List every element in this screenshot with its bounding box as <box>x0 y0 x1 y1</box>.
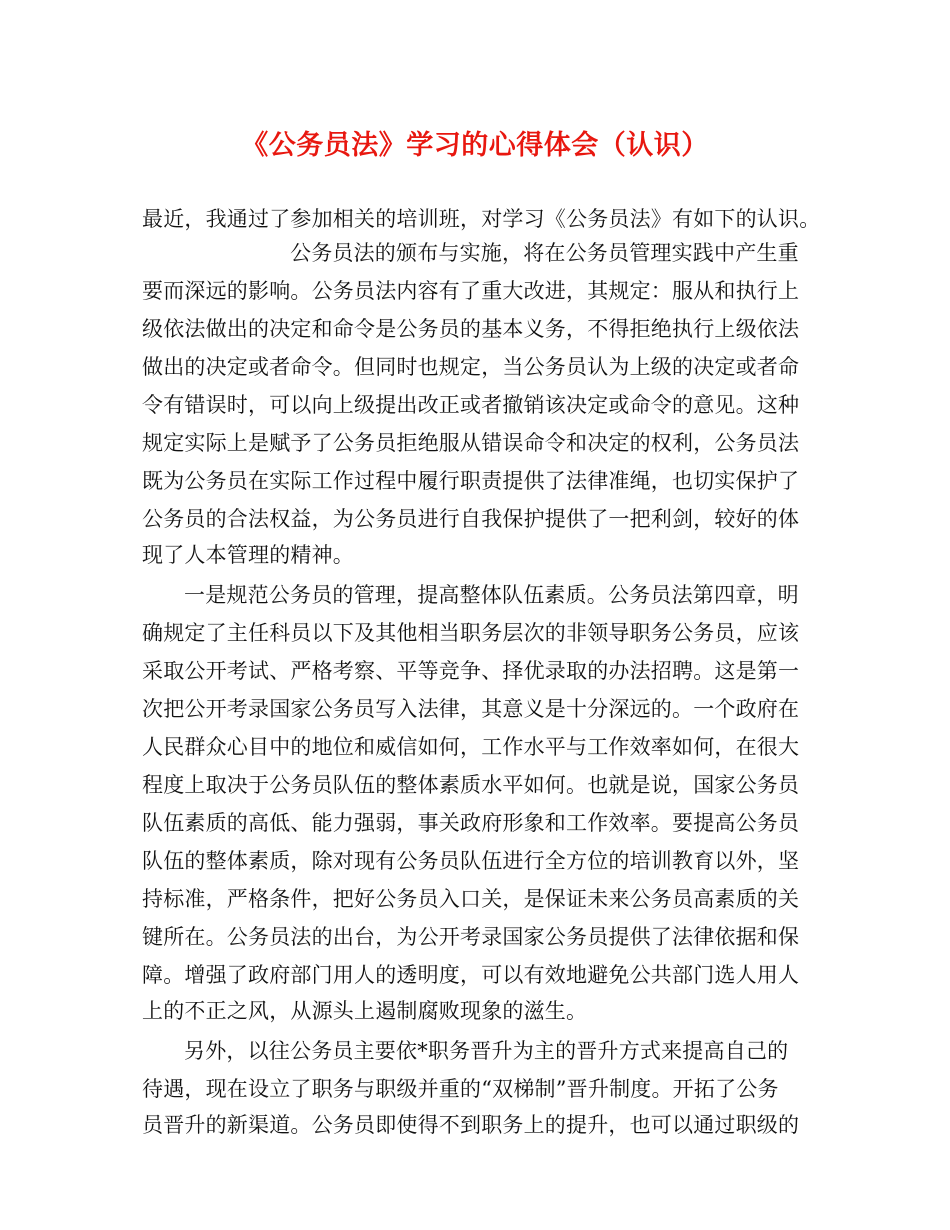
body-line: 一是规范公务员的管理，提高整体队伍素质。公务员法第四章，明 <box>184 583 799 607</box>
body-line: 员晋升的新渠道。公务员即使得不到职务上的提升，也可以通过职级的 <box>142 1113 800 1137</box>
body-line: 公务员法的颁布与实施，将在公务员管理实践中产生重 <box>290 241 799 265</box>
body-line: 障。增强了政府部门用人的透明度，可以有效地避免公共部门选人用人 <box>142 963 800 987</box>
body-line: 队伍素质的高低、能力强弱，事关政府形象和工作效率。要提高公务员 <box>142 811 800 835</box>
body-line: 令有错误时，可以向上级提出改正或者撤销该决定或命令的意见。这种 <box>142 393 800 417</box>
body-line: 上的不正之风，从源头上遏制腐败现象的滋生。 <box>142 999 588 1023</box>
body-line: 现了人本管理的精神。 <box>142 543 354 567</box>
body-line: 程度上取决于公务员队伍的整体素质水平如何。也就是说，国家公务员 <box>142 773 800 797</box>
body-line: 要而深远的影响。公务员法内容有了重大改进，其规定：服从和执行上 <box>142 279 800 303</box>
body-line: 确规定了主任科员以下及其他相当职务层次的非领导职务公务员，应该 <box>142 621 800 645</box>
body-line: 待遇，现在设立了职务与职级并重的“双梯制”晋升制度。开拓了公务 <box>142 1077 779 1101</box>
document-title: 《公务员法》学习的心得体会（认识） <box>241 130 709 161</box>
body-line: 持标准，严格条件，把好公务员入口关，是保证未来公务员高素质的关 <box>142 887 800 911</box>
body-line: 规定实际上是赋予了公务员拒绝服从错误命令和决定的权利，公务员法 <box>142 431 800 455</box>
body-line: 采取公开考试、严格考察、平等竞争、择优录取的办法招聘。这是第一 <box>142 659 800 683</box>
body-line: 最近，我通过了参加相关的培训班，对学习《公务员法》有如下的认识。 <box>142 207 821 231</box>
body-line: 级依法做出的决定和命令是公务员的基本义务，不得拒绝执行上级依法 <box>142 317 800 341</box>
body-line: 既为公务员在实际工作过程中履行职责提供了法律准绳，也切实保护了 <box>142 469 800 493</box>
body-line: 人民群众心目中的地位和威信如何，工作水平与工作效率如何，在很大 <box>142 735 800 759</box>
body-line: 次把公开考录国家公务员写入法律，其意义是十分深远的。一个政府在 <box>142 697 800 721</box>
body-line: 公务员的合法权益，为公务员进行自我保护提供了一把利剑，较好的体 <box>142 507 800 531</box>
body-line: 另外，以往公务员主要依*职务晋升为主的晋升方式来提高自己的 <box>184 1039 789 1063</box>
body-line: 键所在。公务员法的出台，为公开考录国家公务员提供了法律依据和保 <box>142 925 800 949</box>
body-line: 做出的决定或者命令。但同时也规定，当公务员认为上级的决定或者命 <box>142 355 800 379</box>
body-line: 队伍的整体素质，除对现有公务员队伍进行全方位的培训教育以外，坚 <box>142 849 800 873</box>
